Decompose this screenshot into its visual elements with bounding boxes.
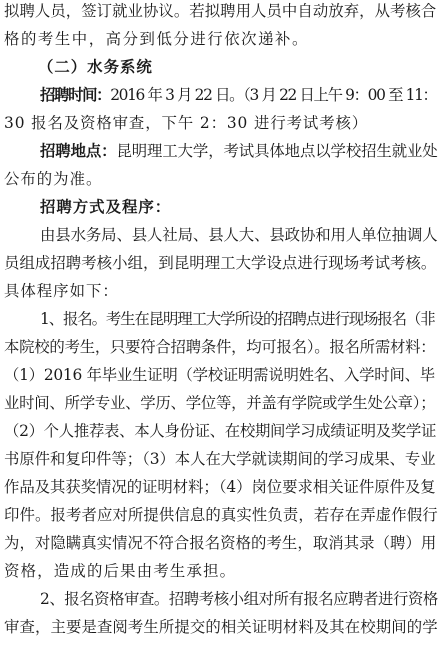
section-heading: （二）水务系统 [38, 58, 153, 76]
text-line: 为，对隐瞒真实情况不符合报名资格的考生，取消其录（聘）用 [4, 534, 437, 552]
section-heading: 招聘方式及程序： [40, 198, 172, 216]
text-line: 30 报名及资格审查，下午 2：30 进行考试考核） [4, 114, 369, 132]
text-line: （2）个人推荐表、本人身份证、在校期间学习成绩证明及奖学证 [4, 422, 437, 440]
recruit-time-line [40, 85, 437, 105]
text-line: 审查，主要是查阅考生所提交的相关证明材料及其在校期间的学 [4, 618, 438, 636]
text-line: 2、报名资格审查。招聘考核小组对所有报名应聘者进行资格 [40, 590, 438, 608]
text-line: 印件。报考者应对所提供信息的真实性负责，若存在弄虚作假行 [4, 506, 438, 524]
text-line: 拟聘人员，签订就业协议。若拟聘用人员中自动放弃，从考核合 [4, 2, 437, 20]
recruit-time-label: 招聘时间： [40, 86, 111, 104]
text-line: 员组成招聘考核小组，到昆明理工大学设点进行现场考试考核。 [4, 254, 437, 272]
text-line: 具体程序如下： [4, 282, 119, 300]
text-line: 书原件和复印件等；（3）本人在大学就读期间的学习成果、专业 [4, 450, 436, 468]
text-line: 1、报名。考生在昆明理工大学所设的招聘点进行现场报名（非 [40, 310, 435, 328]
text-line: 格的考生中，高分到低分进行依次递补。 [4, 30, 309, 48]
text-line: 作品及其获奖情况的证明材料；（4）岗位要求相关证件原件及复 [4, 478, 436, 496]
text-line: 本院校的考生，只要符合招聘条件，均可报名）。报名所需材料： [4, 338, 436, 356]
text-line: 资格，造成的后果由考生承担。 [4, 562, 237, 580]
text-line: 业时间、所学专业、学历、学位等，并盖有学院或学生处公章）； [4, 394, 436, 412]
recruit-place-value: 昆明理工大学，考试具体地点以学校招生就业处 [116, 142, 438, 160]
text-line: 公布的为准。 [4, 170, 103, 188]
recruit-place-label: 招聘地点： [40, 142, 117, 160]
text-line: （1）2016 年毕业生证明（学校证明需说明姓名、入学时间、毕 [4, 366, 435, 384]
recruit-time-value: 2016 年 3 月 22 日。（3 月 22 日上午 9：00 至 11： [110, 86, 437, 104]
recruit-place-line [40, 141, 438, 161]
text-line: 由县水务局、县人社局、县人大、县政协和用人单位抽调人 [40, 226, 438, 244]
